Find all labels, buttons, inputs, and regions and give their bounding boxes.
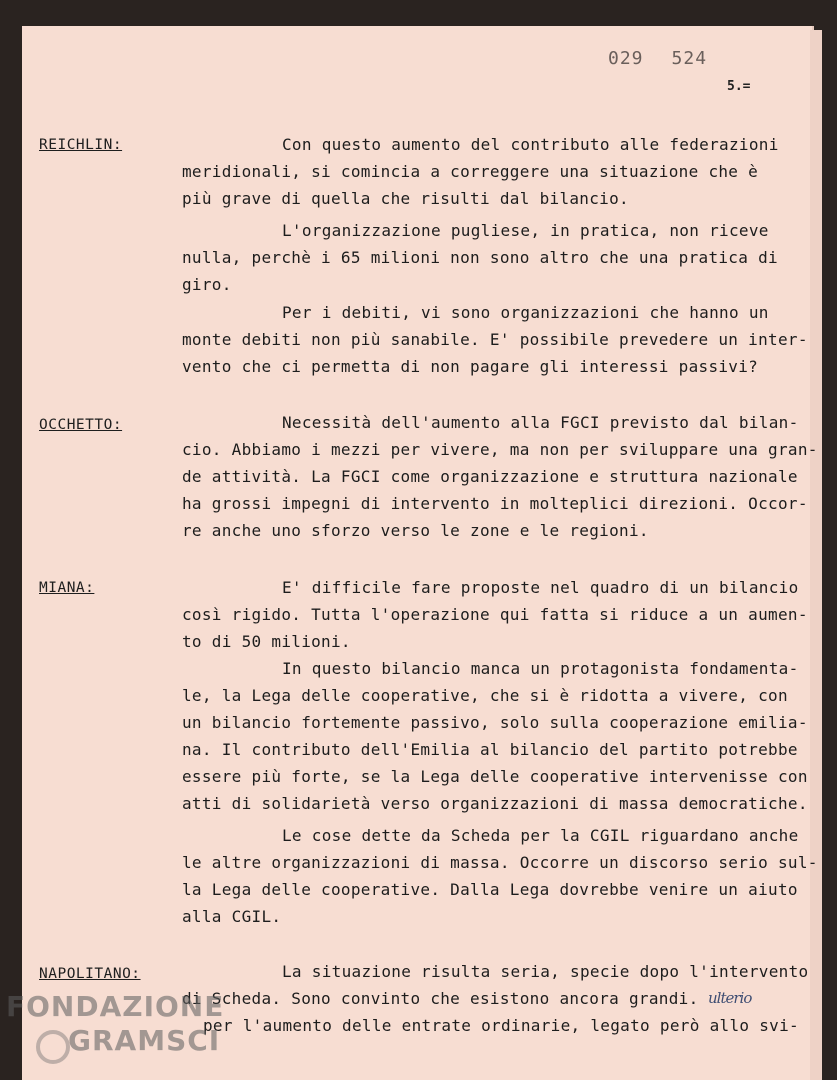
- text-line: giro.: [182, 275, 232, 294]
- speaker-reichlin: REICHLIN:: [39, 137, 123, 153]
- text-line: In questo bilancio manca un protagonista fondamenta-: [282, 659, 799, 678]
- watermark-line-1: FONDAZIONE: [6, 990, 225, 1023]
- archive-number-1: 029: [608, 48, 644, 69]
- text-line: Necessità dell'aumento alla FGCI previsto dal bilan-: [282, 413, 799, 432]
- text-line: la Lega delle cooperative. Dalla Lega dovrebbe venire un aiuto: [182, 880, 798, 899]
- watermark-line-2: GRAMSCI: [68, 1024, 221, 1057]
- text-line: E' difficile fare proposte nel quadro di un bilancio: [282, 578, 799, 597]
- text-line: per l'aumento delle entrate ordinarie, legato però allo svi-: [203, 1016, 799, 1035]
- text-line: re anche uno sforzo verso le zone e le regioni.: [182, 521, 649, 540]
- text-line: cio. Abbiamo i mezzi per vivere, ma non per sviluppare una gran-: [182, 440, 818, 459]
- text-line: Con questo aumento del contributo alle federazioni: [282, 135, 779, 154]
- text-line: nulla, perchè i 65 milioni non sono altro che una pratica di: [182, 248, 778, 267]
- text-line: ha grossi impegni di intervento in molteplici direzioni. Occor-: [182, 494, 808, 513]
- watermark: [6, 990, 224, 1058]
- text-line: Le cose dette da Scheda per la CGIL riguardano anche: [282, 826, 799, 845]
- text-line: Per i debiti, vi sono organizzazioni che hanno un: [282, 303, 769, 322]
- text-line: vento che ci permetta di non pagare gli interessi passivi?: [182, 357, 759, 376]
- text-line: essere più forte, se la Lega delle cooperative intervenisse con: [182, 767, 808, 786]
- speaker-miana: MIANA:: [39, 580, 95, 596]
- text-line: atti di solidarietà verso organizzazioni di massa democratiche.: [182, 794, 808, 813]
- speaker-napolitano: NAPOLITANO:: [39, 966, 141, 982]
- text-line: così rigido. Tutta l'operazione qui fatta si riduce a un aumen-: [182, 605, 808, 624]
- text-line: le altre organizzazioni di massa. Occorre un discorso serio sul-: [182, 853, 818, 872]
- text-line: L'organizzazione pugliese, in pratica, non riceve: [282, 221, 769, 240]
- text-line: alla CGIL.: [182, 907, 282, 926]
- text-line: na. Il contributo dell'Emilia al bilancio del partito potrebbe: [182, 740, 798, 759]
- text-line: un bilancio fortemente passivo, solo sulla cooperazione emilia-: [182, 713, 808, 732]
- archive-stamp: [608, 48, 735, 69]
- page-number: 5.=: [727, 79, 751, 94]
- text-line: le, la Lega delle cooperative, che si è ridotta a vivere, con: [182, 686, 788, 705]
- text-line: più grave di quella che risulti dal bilancio.: [182, 189, 629, 208]
- text-line: de attività. La FGCI come organizzazione e struttura nazionale: [182, 467, 798, 486]
- handwritten-note: ulterio: [708, 989, 752, 1007]
- text-line: monte debiti non più sanabile. E' possibile prevedere un inter-: [182, 330, 808, 349]
- speaker-occhetto: OCCHETTO:: [39, 417, 123, 433]
- text-line: meridionali, si comincia a correggere una situazione che è: [182, 162, 759, 181]
- archive-number-2: 524: [671, 48, 708, 69]
- page-edge: [810, 30, 822, 1080]
- document-page: [22, 26, 812, 1080]
- text-line: to di 50 milioni.: [182, 632, 351, 651]
- text-line: di Scheda. Sono convinto che esistono ancora grandi.: [182, 989, 699, 1008]
- text-line: La situazione risulta seria, specie dopo l'intervento: [282, 962, 809, 981]
